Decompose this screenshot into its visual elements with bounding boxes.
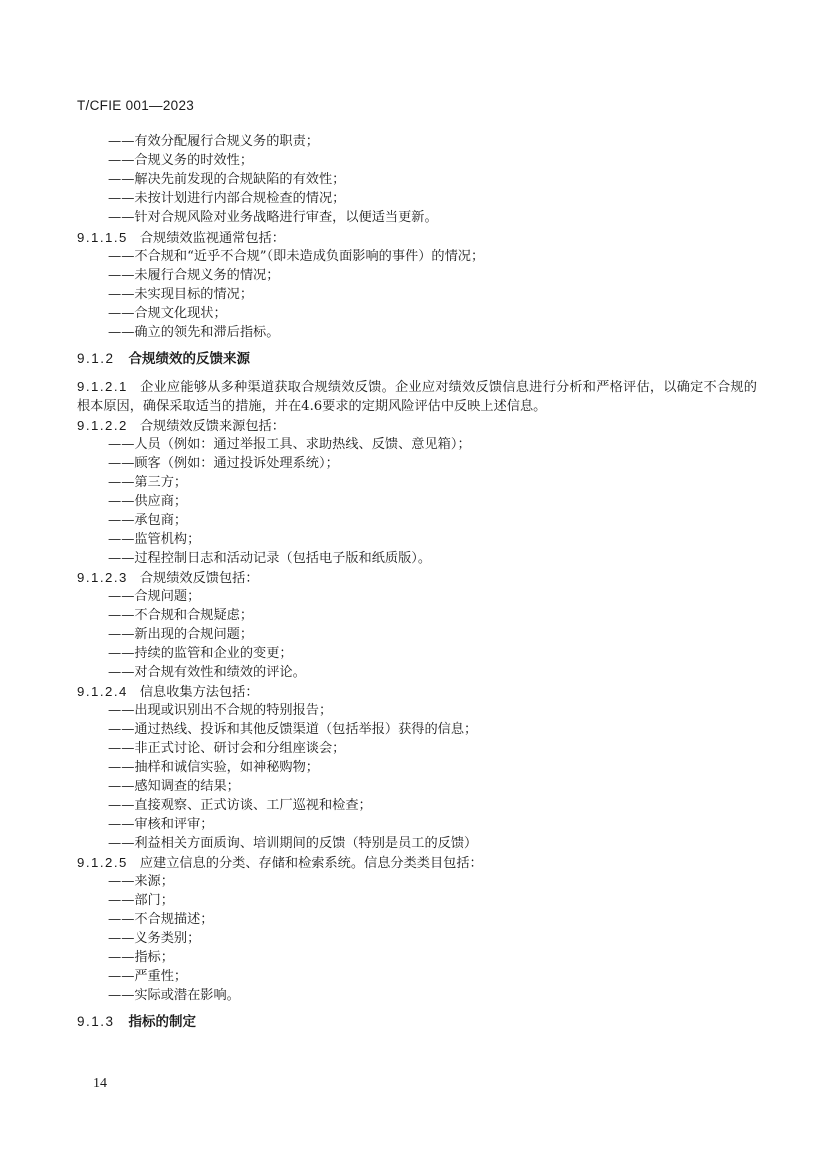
list-item: ——监管机构； (108, 532, 201, 547)
list-item: ——顾客（例如：通过投诉处理系统）； (108, 456, 339, 471)
clause-text: 合规绩效反馈包括： (139, 571, 259, 586)
list-item: ——合规问题； (108, 589, 201, 604)
list-item: ——实际或潜在影响。 (108, 988, 240, 1003)
list-item: ——非正式讨论、研讨会和分组座谈会； (108, 741, 346, 756)
list-item: ——直接观察、正式访谈、工厂巡视和检查； (108, 798, 372, 813)
clause-number: 9.1.2.5 (77, 855, 128, 870)
section-heading (77, 1013, 196, 1031)
clause-number: 9.1.2.2 (77, 418, 128, 433)
clause-paragraph (77, 377, 757, 416)
clause-number: 9.1.2.4 (77, 684, 128, 699)
list-item: ——部门； (108, 893, 174, 908)
list-item: ——针对合规风险对业务战略进行审查，以便适当更新。 (108, 210, 438, 225)
list-item: ——新出现的合规问题； (108, 627, 254, 642)
clause-line (77, 854, 483, 873)
clause-line (77, 417, 285, 436)
list-item: ——通过热线、投诉和其他反馈渠道（包括举报）获得的信息； (108, 722, 478, 737)
list-item: ——感知调查的结果； (108, 779, 240, 794)
list-item: ——义务类别； (108, 931, 201, 946)
list-item: ——利益相关方面质询、培训期间的反馈（特别是员工的反馈） (108, 836, 478, 851)
clause-number: 9.1.2 (77, 351, 115, 366)
clause-line (77, 569, 259, 588)
list-item: ——不合规和合规疑虑； (108, 608, 254, 623)
list-item: ——解决先前发现的合规缺陷的有效性； (108, 172, 346, 187)
list-item: ——不合规描述； (108, 912, 214, 927)
list-item: ——过程控制日志和活动记录（包括电子版和纸质版）。 (108, 551, 432, 566)
clause-number: 9.1.2.1 (77, 379, 128, 394)
list-item: ——有效分配履行合规义务的职责； (108, 134, 319, 149)
clause-line (77, 229, 285, 248)
list-item: ——指标； (108, 950, 174, 965)
clause-line (77, 683, 259, 702)
list-item: ——第三方； (108, 475, 188, 490)
list-item: ——确立的领先和滞后指标。 (108, 325, 280, 340)
clause-text: 合规绩效监视通常包括： (139, 231, 285, 246)
clause-text: 合规绩效反馈来源包括： (139, 419, 285, 434)
list-item: ——对合规有效性和绩效的评论。 (108, 665, 306, 680)
clause-number: 9.1.2.3 (77, 570, 128, 585)
list-item: ——承包商； (108, 513, 188, 528)
clause-text: 指标的制定 (128, 1014, 197, 1030)
list-item: ——合规义务的时效性； (108, 153, 254, 168)
list-item: ——持续的监管和企业的变更； (108, 646, 293, 661)
list-item: ——抽样和诚信实验，如神秘购物； (108, 760, 319, 775)
clause-text: 应建立信息的分类、存储和检索系统。信息分类类目包括： (139, 856, 483, 871)
list-item: ——不合规和“近乎不合规”（即未造成负面影响的事件）的情况； (108, 249, 485, 264)
list-item: ——审核和评审； (108, 817, 214, 832)
clause-number: 9.1.3 (77, 1014, 115, 1029)
list-item: ——未实现目标的情况； (108, 287, 254, 302)
section-heading (77, 350, 250, 368)
standard-code: T/CFIE 001—2023 (77, 98, 195, 113)
list-item: ——未履行合规义务的情况； (108, 268, 280, 283)
clause-text: 信息收集方法包括： (139, 685, 259, 700)
list-item: ——供应商； (108, 494, 188, 509)
list-item: ——出现或识别出不合规的特别报告； (108, 703, 333, 718)
clause-text: 合规绩效的反馈来源 (128, 351, 251, 367)
list-item: ——来源； (108, 874, 174, 889)
list-item: ——合规文化现状； (108, 306, 227, 321)
clause-text: 企业应能够从多种渠道获取合规绩效反馈。企业应对绩效反馈信息进行分析和严格评估，以确定不合规的根本原因，确保采取适当的措施，并在4.6要求的定期风险评估中反映上述信息。 (77, 380, 757, 414)
list-item: ——人员（例如：通过举报工具、求助热线、反馈、意见箱）； (108, 437, 471, 452)
clause-number: 9.1.1.5 (77, 230, 128, 245)
list-item: ——严重性； (108, 969, 188, 984)
page-number: 14 (93, 1076, 107, 1091)
list-item: ——未按计划进行内部合规检查的情况； (108, 191, 346, 206)
